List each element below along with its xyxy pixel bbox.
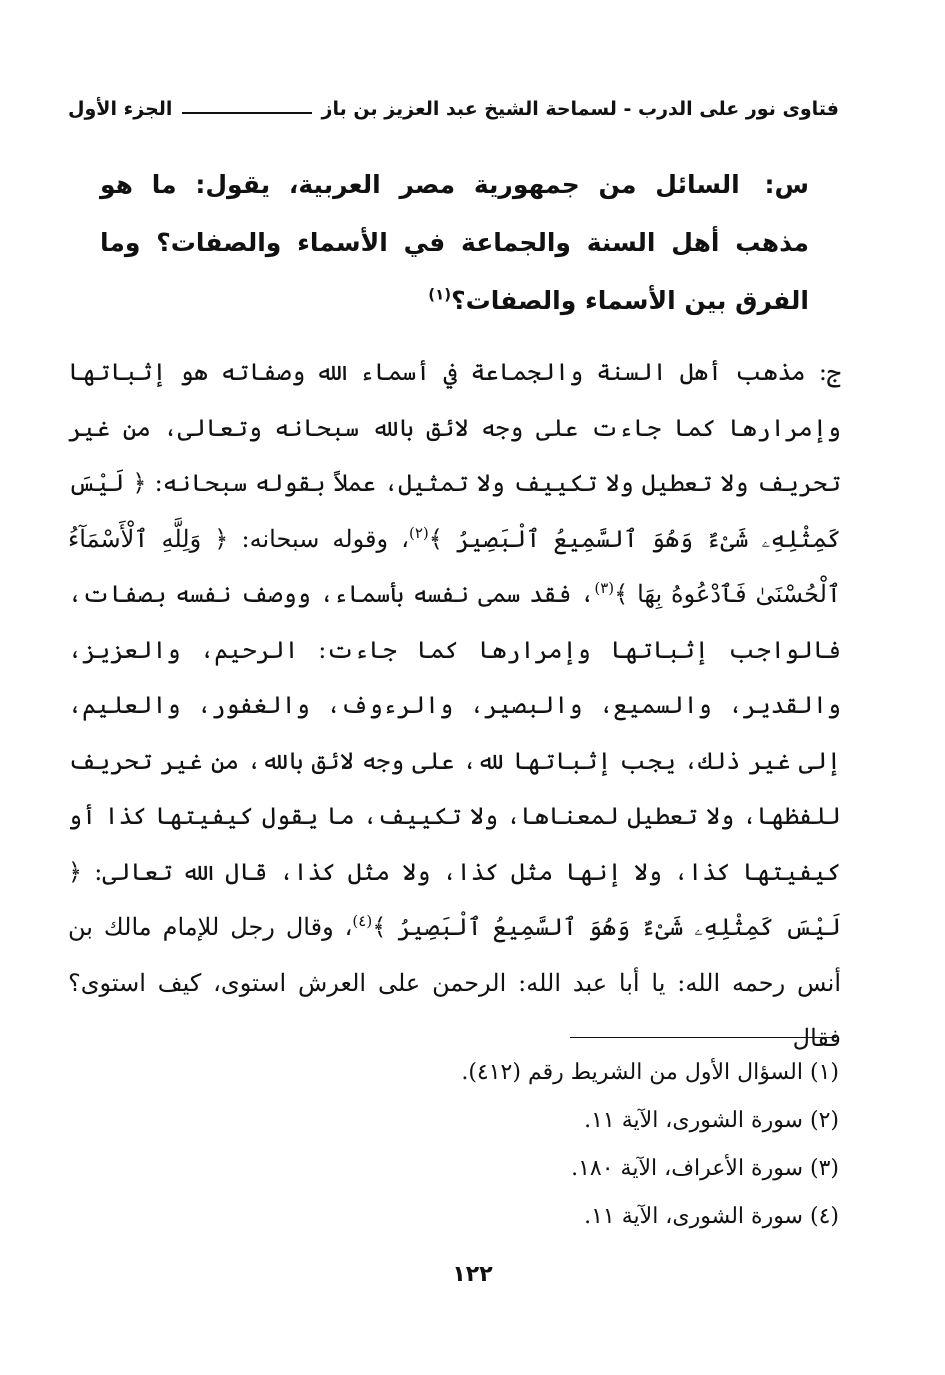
footnote-3: (٣) سورة الأعراف، الآية ١٨٠.	[571, 1156, 839, 1181]
footnote-ref-2: (٢)	[408, 523, 429, 542]
quran-verse-3: ﴿ لَيْسَ كَمِثْلِهِۦ شَىْءٌ وَهُوَ ٱلسَّمِيعُ ٱلْبَصِيرُ ﴾	[68, 857, 841, 941]
question-footnote-ref: (١)	[428, 285, 452, 304]
footnote-ref-4: (٤)	[352, 912, 373, 930]
part-label: الجزء الأول	[68, 98, 173, 120]
answer-text-1: مذهب أهل السنة والجماعة في أسماء الله وصفاته هو إثباتها وإمرارها كما جاءت على وجه لائق بالله سبحانه وتعالى، من غير تحريف ولا تعطيل ولا تكييف ولا تمثيل، عملاً بقوله سبحانه:	[68, 358, 841, 497]
answer-text-3: ، فقد سمى نفسه بأسماء، ووصف نفسه بصفات، فالواجب إثباتها وإمرارها كما جاءت: الرحيم، والعزيز، والقدير، والسميع، والبصير، والرءوف، والغفور، والعليم، إلى غير ذلك، يجب إثباتها لله، على وجه لائق بالله، من غير تحريف للفظها، ولا تعطيل لمعناها، ولا تكييف، ما يقول كيفيتها كذا أو كيفيتها كذا، ولا إنها مثل كذا، ولا مثل كذا، قال الله تعالى:	[68, 580, 841, 886]
footnotes-list	[239, 1049, 839, 1241]
footnote-4: (٤) سورة الشورى، الآية ١١.	[584, 1204, 839, 1229]
quran-verse-2: ﴿ وَلِلَّهِ ٱلْأَسْمَآءُ ٱلْحُسْنَىٰ فَٱدْعُوهُ بِهَا ﴾	[68, 524, 841, 608]
answer-text-4: ، وقال رجل للإمام مالك بن أنس رحمه الله: يا أبا عبد الله: الرحمن على العرش استوى، كيف استوى؟ فقال	[68, 913, 841, 1052]
page-number: ١٢٢	[452, 1262, 493, 1287]
answer-block	[68, 345, 841, 1067]
running-header	[68, 92, 839, 126]
answer-label: ج:	[818, 358, 841, 386]
header-rule	[182, 112, 311, 114]
book-title: فتاوى نور على الدرب - لسماحة الشيخ عبد العزيز بن باز	[321, 98, 839, 120]
quran-verse-1: ﴿ لَيْسَ كَمِثْلِهِۦ شَىْءٌ وَهُوَ ٱلسَّمِيعُ ٱلْبَصِيرُ ﴾	[68, 469, 841, 553]
question-text: السائل من جمهورية مصر العربية، يقول: ما هو مذهب أهل السنة والجماعة في الأسماء والصفات؟ وما الفرق بين الأسماء والصفات؟	[100, 170, 809, 315]
footnote-1: (١) السؤال الأول من الشريط رقم (٤١٢).	[461, 1060, 839, 1085]
answer-text-2: ، وقوله سبحانه:	[241, 524, 409, 553]
question-block	[100, 156, 809, 330]
question-label: س:	[764, 170, 809, 199]
footnote-separator	[570, 1037, 836, 1038]
footnote-2: (٢) سورة الشورى، الآية ١١.	[584, 1108, 839, 1133]
footnote-ref-3: (٣)	[594, 579, 615, 597]
